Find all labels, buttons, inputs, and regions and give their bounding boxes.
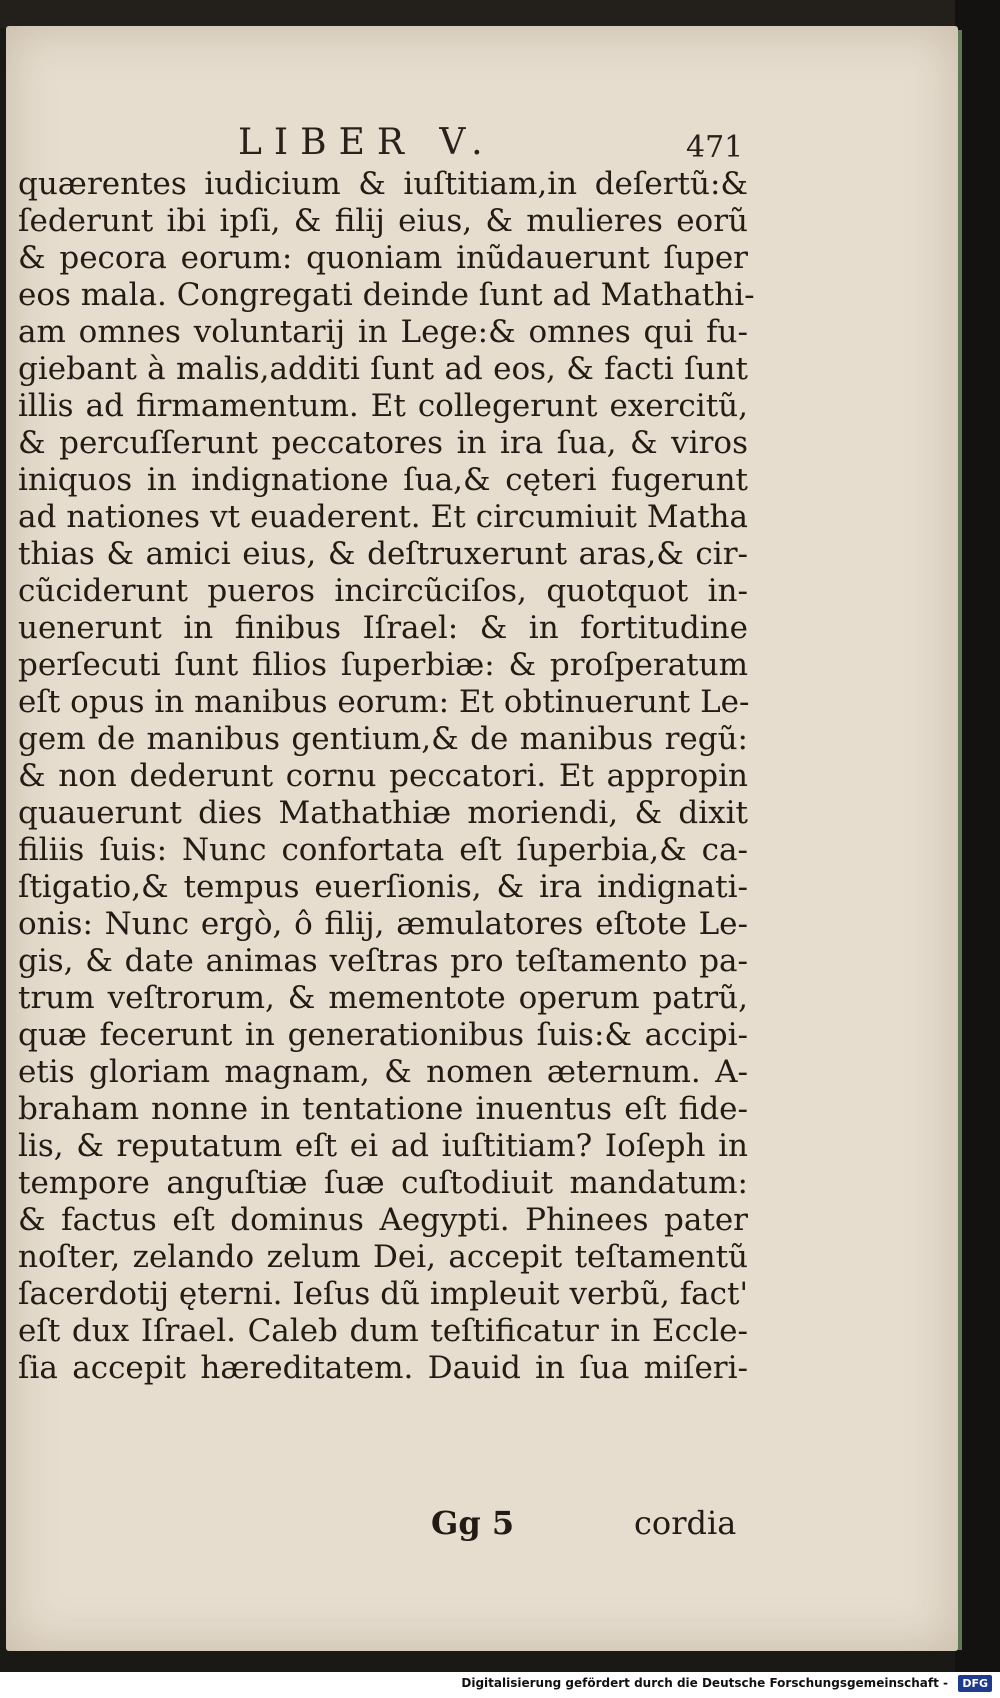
text-line: iniquos in indignatione ſua,& cęteri fugerunt xyxy=(18,462,748,498)
text-line: illis ad firmamentum. Et collegerunt exercitũ, xyxy=(18,388,748,424)
text-line: & pecora eorum: quoniam inũdauerunt ſuper xyxy=(18,240,748,276)
text-line: quæ fecerunt in generationibus ſuis:& accipi- xyxy=(18,1017,748,1053)
text-line: eſt opus in manibus eorum: Et obtinuerunt Le- xyxy=(18,684,750,720)
text-line: uenerunt in finibus Iſrael: & in fortitudine xyxy=(18,610,748,646)
text-line: eos mala. Congregati deinde ſunt ad Mathathi- xyxy=(18,277,755,313)
text-line: quauerunt dies Mathathiæ moriendi, & dixit xyxy=(18,795,748,831)
book-page xyxy=(6,26,958,1651)
text-line: perſecuti ſunt filios ſuperbiæ: & proſperatum xyxy=(18,647,748,683)
text-line: braham nonne in tentatione inuentus eſt fide- xyxy=(18,1091,748,1127)
text-line: giebant à malis,additi ſunt ad eos, & facti ſunt xyxy=(18,351,748,387)
text-line: gis, & date animas veſtras pro teſtamento pa- xyxy=(18,943,748,979)
running-head: LIBER V. xyxy=(238,122,495,163)
text-line: filiis ſuis: Nunc confortata eſt ſuperbia,& ca- xyxy=(18,832,748,868)
text-line: ad nationes vt euaderent. Et circumiuit Matha xyxy=(18,499,748,535)
text-line: & non dederunt cornu peccatori. Et appropin xyxy=(18,758,748,794)
catchword: cordia xyxy=(634,1504,737,1542)
text-line: onis: Nunc ergò, ô filij, æmulatores eſtote Le- xyxy=(18,906,748,942)
page-number: 471 xyxy=(686,130,744,165)
funding-credit: Digitalisierung gefördert durch die Deutsche Forschungsgemeinschaft - xyxy=(461,1676,948,1690)
text-line: ſtigatio,& tempus euerſionis, & ira indignati- xyxy=(18,869,748,905)
digitization-footer xyxy=(0,1672,1000,1698)
text-line: & factus eſt dominus Aegypti. Phinees pater xyxy=(18,1202,748,1238)
text-line: gem de manibus gentium,& de manibus regũ: xyxy=(18,721,748,757)
text-line: etis gloriam magnam, & nomen æternum. A- xyxy=(18,1054,748,1090)
text-line: eſt dux Iſrael. Caleb dum teſtificatur in Eccle- xyxy=(18,1313,748,1349)
text-line: ſederunt ibi ipſi, & filij eius, & mulieres eorũ xyxy=(18,203,748,239)
text-line: noſter, zelando zelum Dei, accepit teſtamentũ xyxy=(18,1239,748,1275)
scan-border-top xyxy=(0,0,1000,28)
text-line: thias & amici eius, & deſtruxerunt aras,& cir- xyxy=(18,536,748,572)
text-line: trum veſtrorum, & mementote operum patrũ, xyxy=(18,980,748,1016)
text-line: am omnes voluntarij in Lege:& omnes qui fu- xyxy=(18,314,748,350)
text-line: lis, & reputatum eſt ei ad iuſtitiam? Ioſeph in xyxy=(18,1128,748,1164)
text-line: tempore anguſtiæ ſuæ cuſtodiuit mandatum: xyxy=(18,1165,748,1201)
body-text xyxy=(18,166,755,1387)
text-line: cũciderunt pueros incircũciſos, quotquot in- xyxy=(18,573,748,609)
text-line: quærentes iudicium & iuſtitiam,in deſertũ:& xyxy=(18,166,748,202)
text-line: ſia accepit hæreditatem. Dauid in ſua miſeri- xyxy=(18,1350,748,1386)
text-line: ſacerdotij ęterni. Ieſus dũ impleuit verbũ, fact' xyxy=(18,1276,748,1312)
dfg-logo: DFG xyxy=(958,1675,992,1692)
signature-mark: Gg 5 xyxy=(431,1504,515,1542)
text-line: & percuſſerunt peccatores in ira ſua, & viros xyxy=(18,425,748,461)
